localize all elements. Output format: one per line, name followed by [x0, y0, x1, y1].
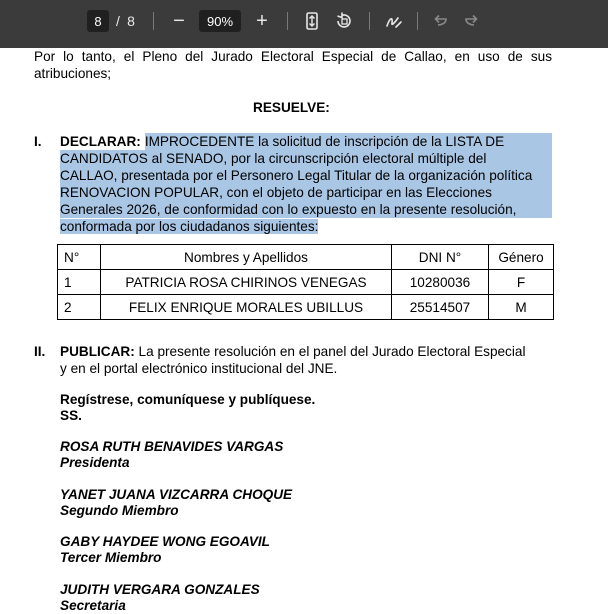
zoom-level-input[interactable]: 90% — [199, 10, 241, 32]
zoom-in-button[interactable]: + — [256, 9, 268, 32]
draw-icon[interactable] — [384, 11, 404, 31]
item2-heading: PUBLICAR: — [60, 344, 135, 359]
table-cell: 1 — [58, 270, 101, 295]
fit-page-icon[interactable] — [302, 11, 322, 31]
page-number-input[interactable]: 8 — [87, 10, 109, 32]
document-page — [0, 48, 608, 613]
item1-line: CALLAO, presentada por el Personero Legal Titular de la organización política — [60, 167, 552, 184]
candidates-table — [57, 244, 554, 320]
page-separator: / — [116, 13, 120, 29]
item1-paragraph — [60, 133, 552, 235]
item2-number: II. — [34, 344, 46, 359]
item1-line: conformada por los ciudadanos siguientes: — [60, 219, 319, 234]
toolbar-divider — [153, 12, 154, 30]
item2-text: y en el portal electrónico institucional del JNE. — [60, 361, 338, 376]
item1-line: CANDIDATOS al SENADO, por la circunscripción electoral múltiple del — [60, 150, 552, 167]
table-header: DNI N° — [392, 245, 489, 270]
table-header: N° — [58, 245, 101, 270]
signatory-role: Segundo Miembro — [60, 503, 179, 518]
signatory-role: Presidenta — [60, 455, 130, 470]
intro-paragraph: Por lo tanto, el Pleno del Jurado Electoral Especial de Callao, en uso de sus atribuciones; — [34, 49, 552, 81]
table-cell: PATRICIA ROSA CHIRINOS VENEGAS — [101, 270, 392, 295]
toolbar-divider — [287, 12, 288, 30]
table-row — [58, 270, 554, 295]
item1-number: I. — [34, 134, 42, 149]
table-cell: M — [489, 295, 554, 320]
table-header: Nombres y Apellidos — [101, 245, 392, 270]
table-row — [58, 295, 554, 320]
table-cell: FELIX ENRIQUE MORALES UBILLUS — [101, 295, 392, 320]
item1-heading: DECLARAR: — [60, 134, 141, 149]
table-cell: 10280036 — [392, 270, 489, 295]
zoom-out-button[interactable]: − — [173, 9, 185, 32]
item2-text: La presente resolución en el panel del Jurado Electoral Especial — [138, 344, 526, 359]
signatory-name: GABY HAYDEE WONG EGOAVIL — [60, 534, 270, 549]
item2-paragraph — [60, 343, 552, 377]
table-cell: F — [489, 270, 554, 295]
item1-line: Generales 2026, de conformidad con lo expuesto en la presente resolución, — [60, 201, 552, 218]
signatory-name: JUDITH VERGARA GONZALES — [60, 582, 260, 597]
table-header: Género — [489, 245, 554, 270]
toolbar-divider — [369, 12, 370, 30]
redo-icon[interactable] — [462, 11, 482, 31]
signatory-role: Tercer Miembro — [60, 550, 162, 565]
signatory-name: YANET JUANA VIZCARRA CHOQUE — [60, 487, 293, 502]
resuelve-heading: RESUELVE: — [253, 100, 330, 115]
closing-ss: SS. — [60, 408, 82, 423]
table-header-row — [58, 245, 554, 270]
item1-line: RENOVACION POPULAR, con el objeto de participar en las Elecciones — [60, 184, 552, 201]
toolbar-divider — [417, 12, 418, 30]
table-cell: 25514507 — [392, 295, 489, 320]
item1-line: IMPROCEDENTE la solicitud de inscripción de la LISTA DE — [145, 133, 552, 150]
signatory-role: Secretaria — [60, 598, 126, 613]
rotate-icon[interactable] — [334, 11, 354, 31]
undo-icon[interactable] — [430, 11, 450, 31]
pdf-toolbar — [0, 0, 608, 48]
table-cell: 2 — [58, 295, 101, 320]
closing-formula: Regístrese, comuníquese y publíquese. — [60, 392, 316, 407]
signatory-name: ROSA RUTH BENAVIDES VARGAS — [60, 439, 284, 454]
page-total: 8 — [127, 13, 135, 29]
